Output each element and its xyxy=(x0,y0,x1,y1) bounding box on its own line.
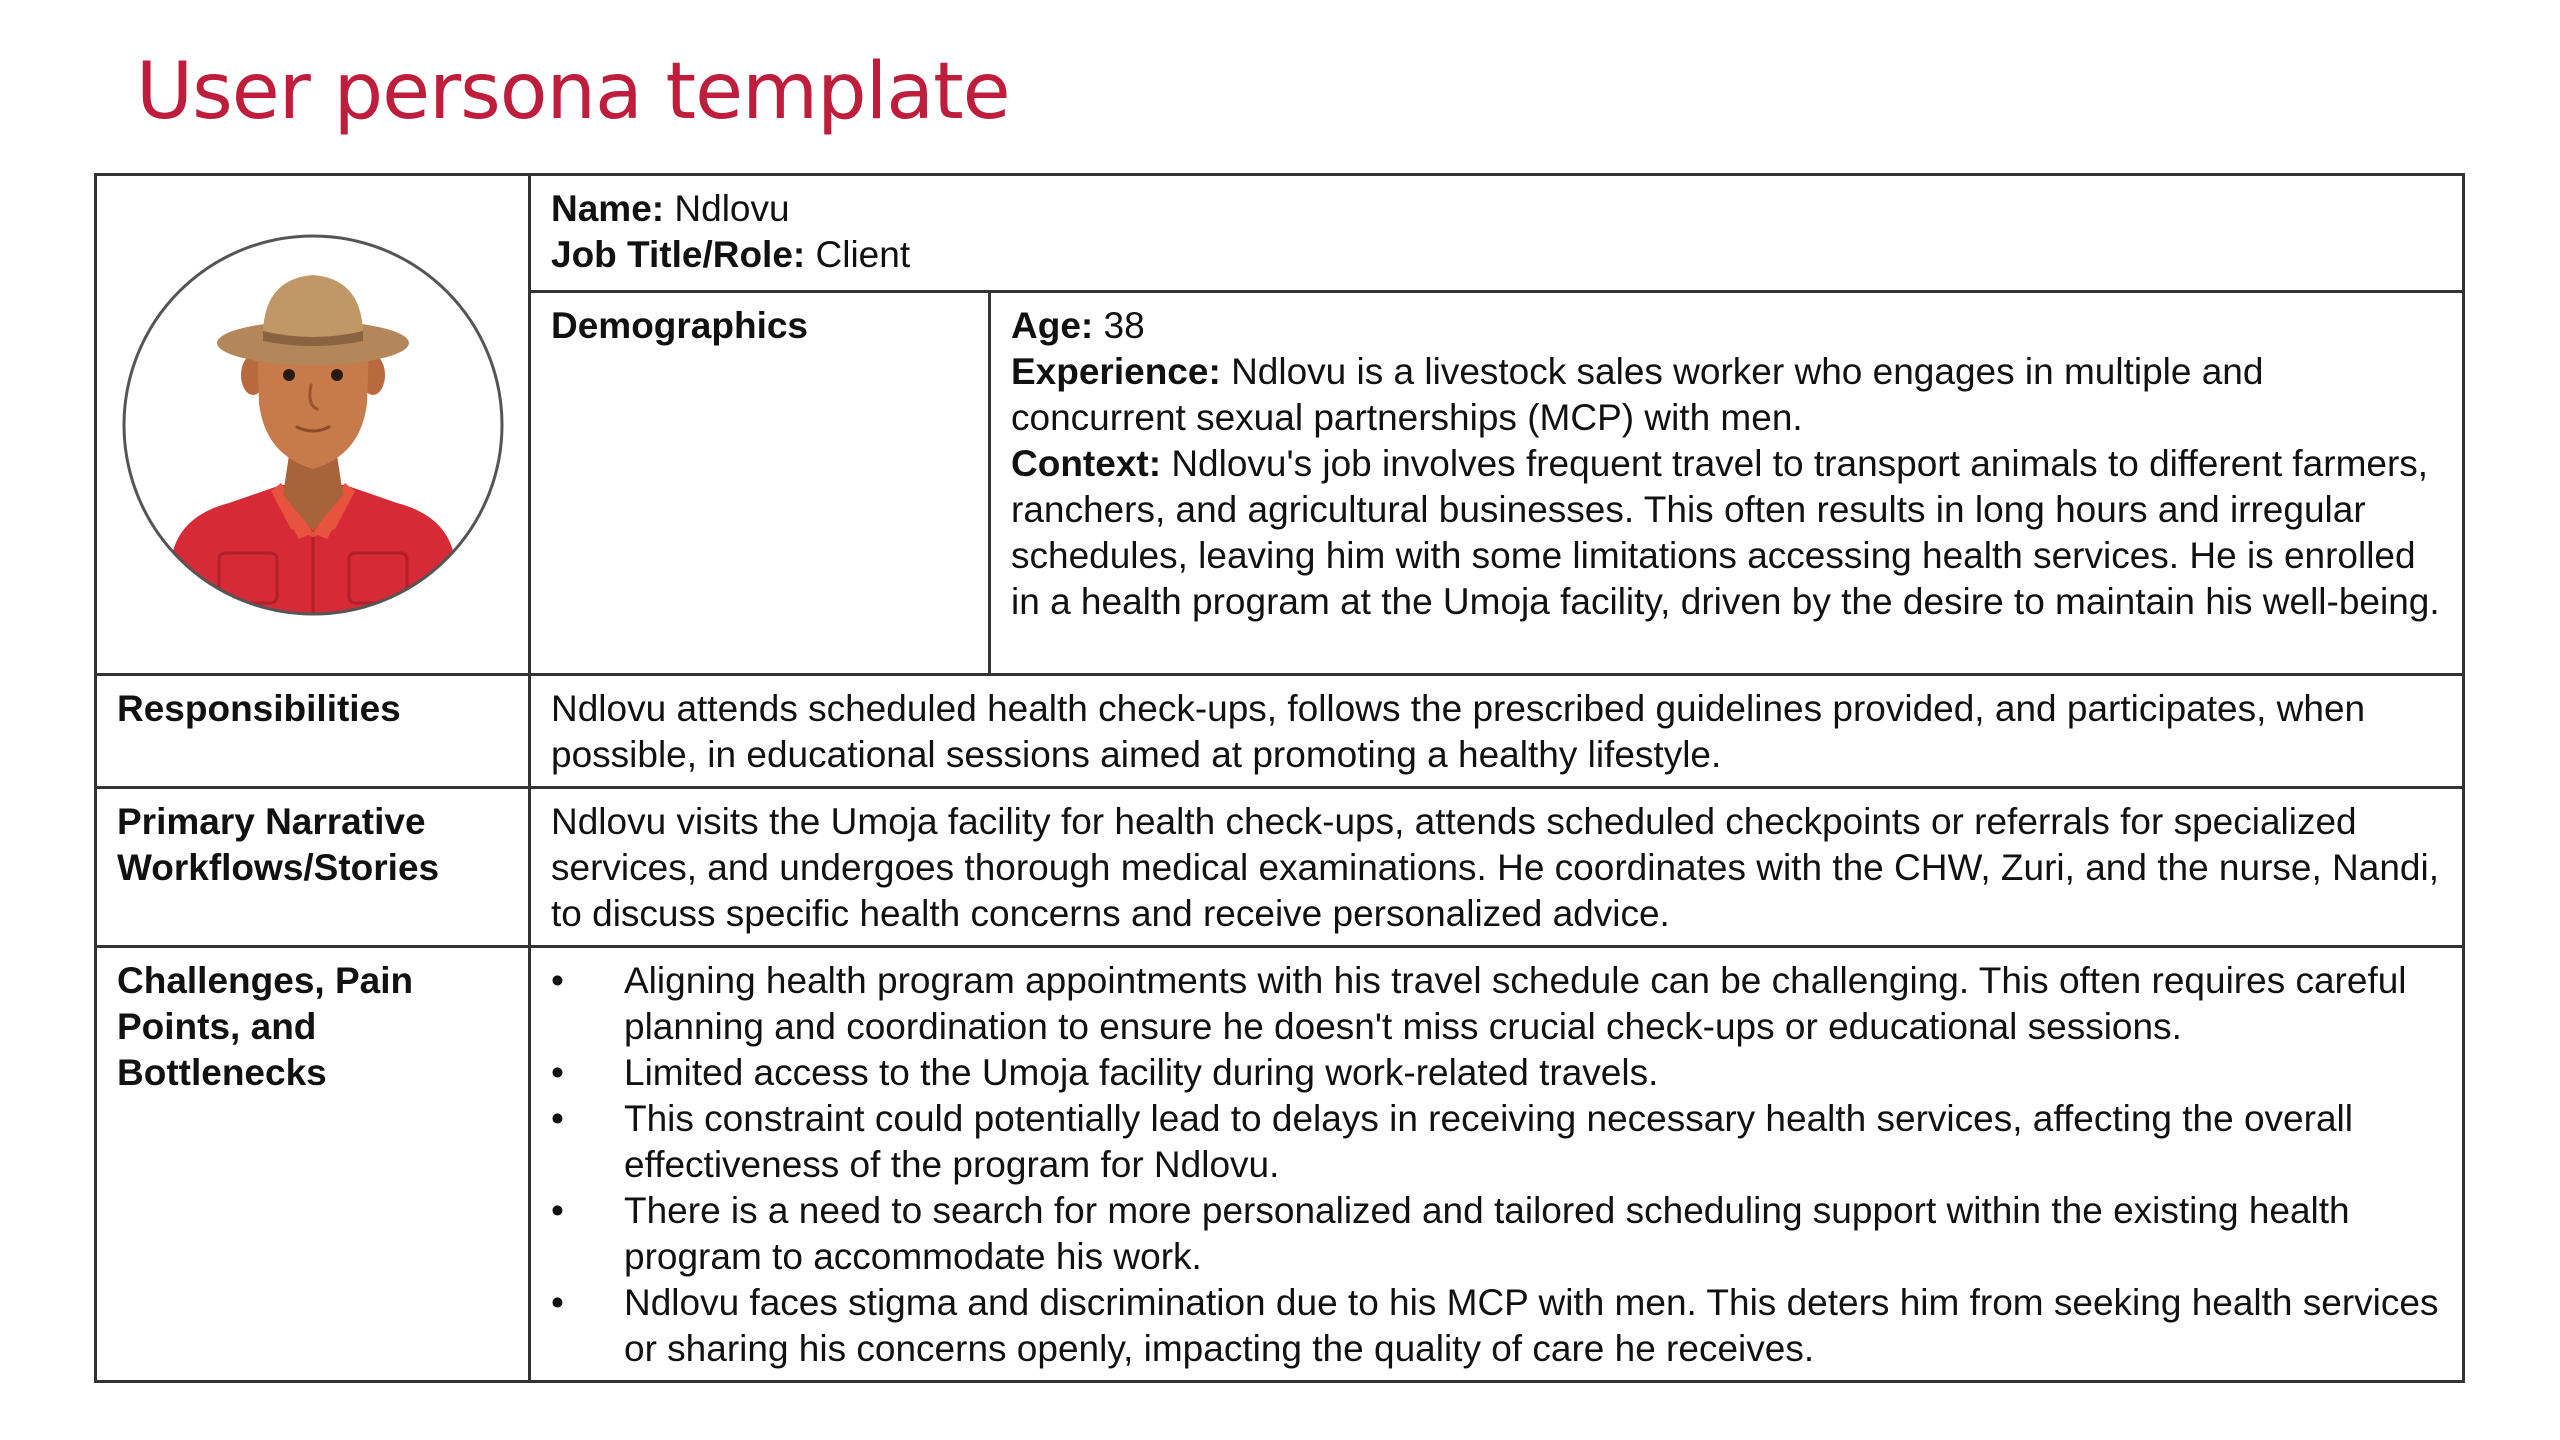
context-line xyxy=(1011,441,2442,625)
workflows-heading: Primary Narrative Workflows/Stories xyxy=(96,788,530,947)
challenge-item: • Aligning health program appointments with his travel schedule can be challenging. This often requires careful planning and coordination to ensure he doesn't miss crucial check-ups or educational sessions. xyxy=(551,958,2442,1050)
age-value: 38 xyxy=(1103,305,1145,346)
demographics-heading: Demographics xyxy=(530,292,990,675)
role-line xyxy=(551,232,2442,278)
age-label: Age: xyxy=(1011,305,1094,346)
challenge-item: • This constraint could potentially lead to delays in receiving necessary health services, affecting the overall effectiveness of the program for Ndlovu. xyxy=(551,1096,2442,1188)
role-value: Client xyxy=(815,234,911,275)
identity-cell xyxy=(530,175,2464,292)
responsibilities-text: Ndlovu attends scheduled health check-ups, follows the prescribed guidelines provided, and participates, when possible, in educational sessions aimed at promoting a healthy lifestyle. xyxy=(530,675,2464,788)
responsibilities-heading: Responsibilities xyxy=(96,675,530,788)
challenge-item: • Ndlovu faces stigma and discrimination due to his MCP with men. This deters him from seeking health services or sharing his concerns openly, impacting the quality of care he receives. xyxy=(551,1280,2442,1372)
challenges-list xyxy=(551,958,2442,1372)
workflows-row xyxy=(96,788,2464,947)
farmer-avatar-icon xyxy=(121,233,505,617)
challenge-item: • There is a need to search for more personalized and tailored scheduling support within the existing health program to accommodate his work. xyxy=(551,1188,2442,1280)
persona-table xyxy=(94,173,2465,1383)
responsibilities-row xyxy=(96,675,2464,788)
name-value: Ndlovu xyxy=(674,188,790,229)
experience-line xyxy=(1011,349,2442,441)
experience-label: Experience: xyxy=(1011,351,1221,392)
challenges-row xyxy=(96,947,2464,1382)
challenges-content xyxy=(530,947,2464,1382)
page-title: User persona template xyxy=(136,47,1010,137)
challenges-heading: Challenges, Pain Points, and Bottlenecks xyxy=(96,947,530,1382)
name-line xyxy=(551,186,2442,232)
name-label: Name: xyxy=(551,188,665,229)
experience-text: Ndlovu is a livestock sales worker who engages in multiple and concurrent sexual partnerships (MCP) with men. xyxy=(1011,351,2264,438)
age-line xyxy=(1011,303,2442,349)
workflows-text: Ndlovu visits the Umoja facility for health check-ups, attends scheduled checkpoints or referrals for specialized services, and undergoes thorough medical examinations. He coordinates with the CHW, Zuri, and the nurse, Nandi, to discuss specific health concerns and receive personalized advice. xyxy=(530,788,2464,947)
context-text: Ndlovu's job involves frequent travel to transport animals to different farmers, ranchers, and agricultural businesses. This often results in long hours and irregular schedules, leaving him with some limitations accessing health services. He is enrolled in a health program at the Umoja facility, driven by the desire to maintain his well-being. xyxy=(1011,443,2440,622)
role-label: Job Title/Role: xyxy=(551,234,806,275)
persona-identity-row xyxy=(96,175,2464,292)
demographics-content xyxy=(990,292,2464,675)
context-label: Context: xyxy=(1011,443,1162,484)
avatar-cell xyxy=(96,175,530,675)
challenge-item: • Limited access to the Umoja facility during work-related travels. xyxy=(551,1050,2442,1096)
